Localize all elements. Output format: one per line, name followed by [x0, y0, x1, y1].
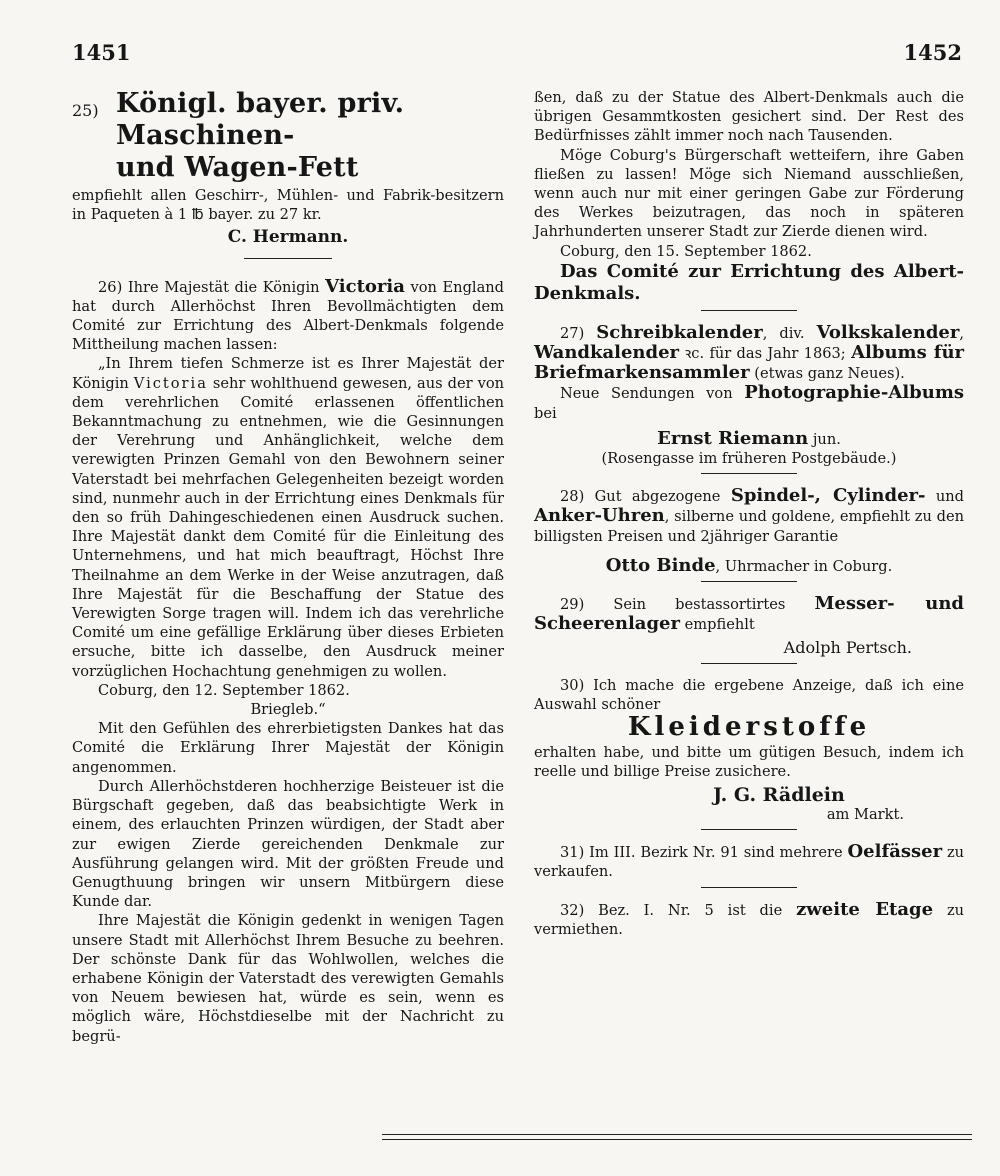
ad-27-keyword: Photographie-Albums: [744, 382, 965, 404]
ad-25-text: empfiehlt allen Geschirr-, Mühlen- und Fabrik-besitzern in Paqueten à 1 ℔ bayer. zu 27 kr.: [72, 187, 504, 224]
ad-26-intro-text: Ihre Majestät die Königin: [127, 278, 320, 296]
ad-25-title-line2: und Wagen-Fett: [116, 152, 359, 183]
footer-double-rule: [382, 1134, 972, 1140]
ad-25-signature: C. Hermann.: [227, 227, 349, 248]
page-number-left: 1451: [72, 40, 131, 65]
ad-32-paragraph: [534, 900, 964, 939]
ad-28-keyword: Anker-Uhren: [534, 505, 665, 527]
column-right: [534, 88, 964, 939]
divider: [701, 581, 797, 582]
ad-27-text: bei: [534, 404, 557, 422]
ad-27-text: Neue Sendungen von: [560, 385, 733, 403]
ad-29-text: empfiehlt: [684, 616, 755, 634]
ad-26-paragraph-3: Durch Allerhöchstderen hochherzige Beisteuer ist die Bürgschaft gegeben, daß das beabsichtigte Werk in einem, des erlauchten Prinzen würdigen, der Stadt aber zur ewigen Zierde gereichenden Denkmale zur Ausführung gelangen wird. Mit der größten Freude und Genugthuung bringen wir unsern Mitbürgern diese Kunde dar.: [72, 777, 504, 911]
divider: [701, 887, 797, 888]
ad-26-date: Coburg, den 12. September 1862.: [98, 681, 350, 699]
divider: [701, 310, 797, 311]
column-left: [72, 88, 504, 1046]
ad-28-text: und: [935, 488, 965, 506]
ad-28-text: Gut abgezogene: [594, 488, 721, 506]
ad-27-text: (etwas ganz Neues).: [754, 365, 905, 383]
ad-28-seller: [534, 556, 964, 576]
ad-27-keyword: Wandkalender: [534, 342, 680, 364]
ad-number: 28): [560, 488, 585, 506]
ad-31-paragraph: [534, 842, 964, 881]
ad-28-seller-suffix: , Uhrmacher in Coburg.: [715, 557, 893, 575]
divider: [244, 258, 332, 259]
ad-26-paragraph-2: Mit den Gefühlen des ehrerbietigsten Dankes hat das Comité die Erklärung Ihrer Majestät der Königin angenommen.: [72, 720, 504, 776]
ad-number: 26): [98, 278, 123, 296]
ad-29-paragraph: [534, 594, 964, 634]
ad-26-intro: [72, 277, 504, 355]
ad-26-quote: [72, 354, 504, 680]
ad-27-paragraph-2: [534, 383, 964, 422]
ad-number: 29): [560, 596, 585, 614]
ad-30-seller: J. G. Rädlein: [713, 783, 845, 806]
ad-28-keyword: Spindel-, Cylinder-: [730, 485, 926, 507]
ad-32-text: zu vermiethen.: [534, 901, 965, 938]
ad-30-place: am Markt.: [826, 805, 904, 823]
ad-27-keyword: Volkskalender: [816, 321, 960, 343]
ad-number: 32): [560, 901, 585, 919]
ad-25-title: [72, 88, 504, 184]
ad-26-quote-body: sehr wohlthuend gewesen, aus der von dem verehrlichen Comité erlassenen öffentlichen Bekanntmachung zu entnehmen, wie die Gesinnungen der Verehrung und Anhänglichkeit, welche dem verewigten Prinzen Gemahl von den Bewohnern seiner Vaterstadt bei mehrfachen Gelegenheiten bezeigt worden sind, nunmehr auch in der Errichtung eines Denkmals für den so früh Dahingeschiedenen einen Ausdruck suchen. Ihre Majestät dankt dem Comité für die Einleitung des Unternehmens, und hat mich beauftragt, Höchst Ihre Theilnahme an dem Werke in der Weise anzutragen, daß Ihre Majestät für die Beschaffung der Statue des Verewigten Sorge tragen will. Indem ich das verehrliche Comité um eine gefällige Erklärung über dieses Erbieten ersuche, bitte ich dasselbe, den Ausdruck meiner vorzüglichen Hochachtung genehmigen zu wollen.: [72, 374, 505, 680]
ad-27-text: ,: [959, 324, 964, 342]
divider: [701, 663, 797, 664]
ad-number: 31): [560, 844, 585, 862]
ad-27-address: (Rosengasse im früheren Postgebäude.): [601, 450, 897, 468]
ad-26-date-2: Coburg, den 15. September 1862.: [560, 242, 812, 260]
ad-31-text: Im III. Bezirk Nr. 91 sind mehrere: [589, 844, 843, 862]
ad-28-paragraph: [534, 486, 964, 546]
ad-27-text: ꝛc. für das Jahr 1863;: [684, 345, 846, 363]
ad-26-intro-text-2: von England hat durch Allerhöchst Ihren Bevollmächtigten dem Comité zur Errichtung des Albert-Denkmals folgende Mittheilung machen lassen:: [72, 278, 505, 354]
ad-27-seller-suffix: jun.: [812, 430, 841, 448]
ad-26-quote-name: Victoria: [133, 374, 208, 392]
ad-30-headline: Kleiderstoffe: [627, 712, 871, 743]
ad-number: 30): [560, 676, 585, 694]
ad-29-text: Sein bestassortirtes: [613, 596, 786, 614]
ad-25-title-line1: Königl. bayer. priv. Maschinen-: [116, 88, 405, 151]
ad-29-seller: Adolph Pertsch.: [783, 638, 912, 658]
ad-31-keyword: Oelfässer: [847, 841, 943, 863]
ad-32-keyword: zweite Etage: [796, 898, 934, 920]
ad-number: 25): [72, 101, 99, 120]
ad-27-seller-name: Ernst Riemann: [657, 427, 809, 449]
ad-30-paragraph-1: [534, 676, 964, 714]
ad-31-text: zu verkaufen.: [534, 844, 965, 881]
ad-26-quote-start: „In Ihrem tiefen Schmerze ist es Ihrer Majestät der Königin: [72, 355, 504, 392]
ad-30-text: Ich mache die ergebene Anzeige, daß ich eine Auswahl schöner: [534, 676, 964, 713]
ad-number: 27): [560, 324, 585, 342]
ad-28-seller-name: Otto Binde: [605, 554, 716, 576]
divider: [701, 829, 797, 830]
ad-32-text: Bez. I. Nr. 5 ist die: [598, 901, 783, 919]
ad-29-keyword: Messer- und Scheerenlager: [534, 593, 964, 635]
ad-30-paragraph-2: erhalten habe, und bitte um gütigen Besuch, indem ich reelle und billige Preise zusichere.: [534, 744, 964, 781]
ad-28-text: , silberne und goldene, empfiehlt zu den billigsten Preisen und 2jähriger Garantie: [534, 508, 964, 545]
ad-27-paragraph-1: [534, 323, 964, 384]
ad-26-paragraph-4: Ihre Majestät die Königin gedenkt in wenigen Tagen unsere Stadt mit Allerhöchst Ihrem Besuche zu beehren. Der schönste Dank für das Wohlwollen, welches die erhabene Königin der Vaterstadt des verewigten Gemahls von Neuem bewiesen hat, würde es sein, wenn es möglich wäre, Höchstdieselbe mit der Nachricht zu begrü-: [72, 912, 504, 1045]
page-number-right: 1452: [903, 40, 962, 65]
ad-26-paragraph-4-continued: ßen, daß zu der Statue des Albert-Denkmals auch die übrigen Gesammtkosten gesichert sind. Der Rest des Bedürfnisses zählt immer noch nach Tausenden.: [534, 89, 964, 145]
ad-27-keyword: Albums für Briefmarkensammler: [534, 342, 965, 384]
ad-26-paragraph-5: Möge Coburg's Bürgerschaft wetteifern, ihre Gaben fließen zu lassen! Möge sich Niemand ausschließen, wenn auch nur mit einer geringen Gabe zur Förderung des Werkes beizutragen, das noch in späteren Jahrhunderten unserer Stadt zur Zierde dienen wird.: [534, 146, 964, 241]
ad-26-committee: Das Comité zur Errichtung des Albert-Denkmals.: [534, 260, 964, 304]
ad-26-signed: Briegleb.“: [250, 701, 326, 719]
ad-27-keyword: Schreibkalender: [596, 321, 763, 343]
divider: [701, 473, 797, 474]
ad-27-seller: [534, 429, 964, 449]
ad-27-text: , div.: [762, 324, 805, 342]
ad-26-queen-name: Victoria: [325, 275, 405, 297]
